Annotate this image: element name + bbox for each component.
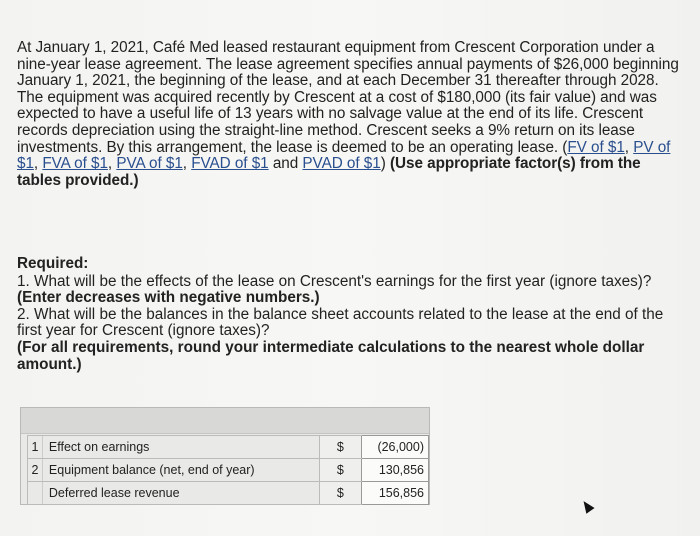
row-label: Effect on earnings (42, 436, 319, 459)
row-label: Deferred lease revenue (42, 482, 319, 505)
currency-symbol: $ (319, 459, 362, 482)
requirement-1-note: (Enter decreases with negative numbers.) (17, 289, 320, 307)
currency-symbol: $ (319, 482, 362, 505)
requirement-2: 2. What will be the balances in the balance sheet accounts related to the lease at the end of the first year for Crescent (ignore taxes)? (17, 305, 664, 340)
answer-input[interactable]: 156,856 (362, 482, 429, 505)
link-pva[interactable]: PVA of $1 (116, 155, 183, 173)
and-text: and (272, 155, 299, 173)
answer-grid (27, 435, 429, 505)
currency-symbol: $ (319, 436, 362, 459)
rounding-note: (For all requirements, round your intermediate calculations to the nearest whole dollar amount.) (17, 338, 645, 373)
link-fvad[interactable]: FVAD of $1 (191, 155, 269, 173)
answer-input[interactable]: 130,856 (362, 459, 429, 482)
link-pv[interactable]: PV of $1 (17, 138, 671, 173)
row-number (28, 482, 43, 505)
required-section (17, 256, 679, 373)
table-row (28, 482, 429, 505)
instruction-text: (Use appropriate factor(s) from the tables provided.) (17, 155, 641, 189)
mouse-cursor-icon (579, 498, 594, 514)
table-row (28, 459, 429, 482)
required-heading: Required: (17, 255, 89, 272)
problem-text: At January 1, 2021, Café Med leased restaurant equipment from Crescent Corporation under a nine-year lease agreement. The lease agreement specifies annual payments of $26,000 beginning January 1, 2021, the beginning of the lease, and at each December 31 thereafter through 2028. The equipment was acquired recently by Crescent at a cost of $180,000 (its fair value) and was expected to have a useful life of 13 years with no salvage value at the end of its life. Crescent records depreciation using the straight-line method. Crescent seeks a 9% return on its lease investments. By this arrangement, the lease is deemed to be an operating lease. (FV of $1, PV of $1, FVA of $1, PVA of $1, FVAD of $1 and PVAD of $1) (Use appropriate factor(s) from the tables provided.) (17, 39, 679, 189)
requirement-1 (17, 274, 679, 307)
answer-input[interactable]: (26,000) (362, 436, 429, 459)
requirement-1-text: 1. What will be the effects of the lease on Crescent's earnings for the first year (ignore taxes)? (17, 272, 652, 290)
row-number: 1 (28, 436, 43, 459)
link-fva[interactable]: FVA of $1 (42, 155, 108, 173)
link-fv[interactable]: FV of $1 (567, 138, 625, 156)
row-label: Equipment balance (net, end of year) (42, 459, 319, 482)
table-header-bar (21, 408, 429, 434)
table-row (28, 436, 429, 459)
problem-paragraph: At January 1, 2021, Café Med leased restaurant equipment from Crescent Corporation under a nine-year lease agreement. The lease agreement specifies annual payments of $26,000 beginning January 1, 2021, the beginning of the lease, and at each December 31 thereafter through 2028. The equipment was acquired recently by Crescent at a cost of $180,000 (its fair value) and was expected to have a useful life of 13 years with no salvage value at the end of its life. Crescent records depreciation using the straight-line method. Crescent seeks a 9% return on its lease investments. By this arrangement, the lease is deemed to be an operating lease. (17, 39, 679, 156)
row-number: 2 (28, 459, 43, 482)
answer-table (20, 407, 430, 505)
link-pvad[interactable]: PVAD of $1 (302, 155, 381, 173)
